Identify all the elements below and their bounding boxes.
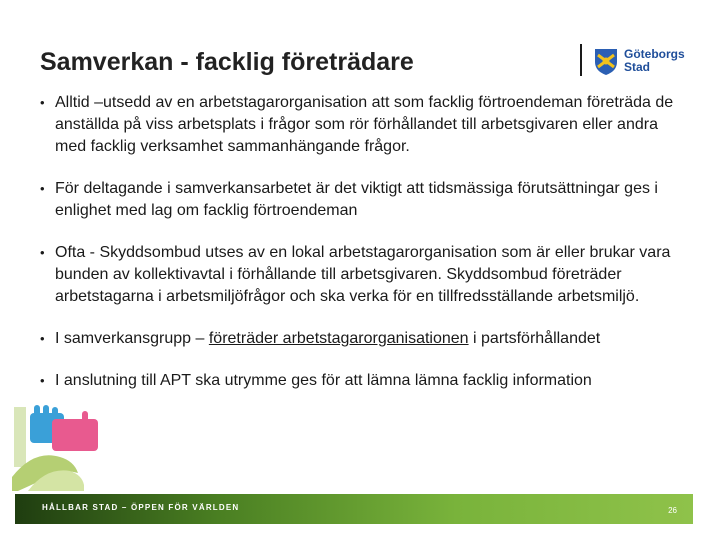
- bullet-text: Alltid –utsedd av en arbetstagarorganisation att som facklig förtroendeman företräda de anställda på viss arbetsplats i frågor som rör förhållandet till arbetsgivaren eller andra med facklig verksamhet sammanhängande frågor.: [55, 94, 674, 155]
- footer-tagline: HÅLLBAR STAD – ÖPPEN FÖR VÄRLDEN: [42, 503, 240, 512]
- logo-line-1: Göteborgs: [624, 47, 685, 61]
- logo-divider: [580, 44, 582, 76]
- goteborgs-stad-logo: [580, 44, 700, 78]
- logo-wordmark: [624, 48, 685, 74]
- bullet-text-prefix: I samverkansgrupp –: [55, 330, 209, 347]
- logo-line-2: Stad: [624, 60, 651, 74]
- bullet-item: [40, 92, 690, 158]
- bullet-item: [40, 178, 690, 222]
- gothenburg-crest-icon: [592, 46, 620, 76]
- bullet-text: Ofta - Skyddsombud utses av en lokal arbetstagarorganisation som är eller brukar vara bunden av kollektivavtal i förhållande till arbetsgivaren. Skyddsombud företräder arbetstagarna i arbetsmiljöfrågor och ska verka för en tillfredsställande arbetsmiljö.: [55, 244, 671, 305]
- bullet-item: [40, 242, 690, 308]
- bullet-list: [40, 92, 690, 412]
- bullet-item: [40, 328, 690, 350]
- bullet-text-underlined: företräder arbetstagarorganisationen: [208, 330, 469, 347]
- page-number: 26: [668, 506, 677, 515]
- bullet-item: [40, 370, 690, 392]
- hands-illustration: [12, 405, 104, 491]
- footer-bar: [15, 494, 693, 524]
- bullet-text-suffix: i partsförhållandet: [468, 330, 601, 347]
- bullet-text: I anslutning till APT ska utrymme ges för att lämna lämna facklig information: [55, 372, 592, 389]
- bullet-text: För deltagande i samverkansarbetet är det viktigt att tidsmässiga förutsättningar ges i enlighet med lag om facklig förtroendeman: [55, 180, 658, 219]
- slide-title: Samverkan - facklig företrädare: [40, 48, 414, 76]
